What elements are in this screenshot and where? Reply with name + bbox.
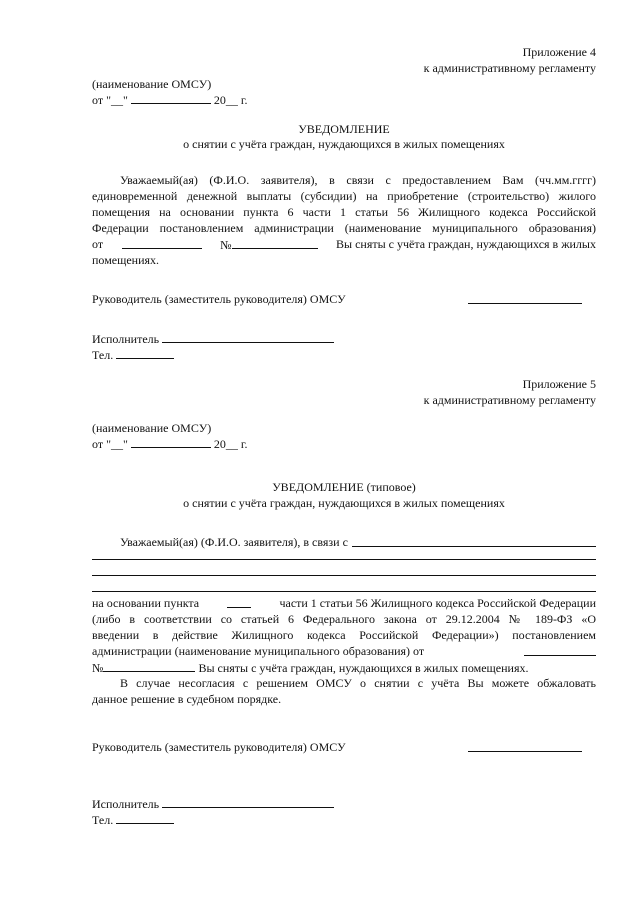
body-line: (либо в соответствии со статьей 6 Федерального закона от 29.12.2004 № 189-ФЗ «О	[92, 612, 596, 626]
date-prefix: от "__"	[92, 93, 128, 107]
notice-heading: УВЕДОМЛЕНИЕ (типовое)	[272, 480, 416, 494]
phone-label: Тел.	[92, 813, 114, 827]
reason-blank	[352, 535, 596, 547]
date-blank	[524, 644, 596, 656]
executor-label: Исполнитель	[92, 332, 160, 346]
executor-blank	[162, 796, 334, 808]
number-sign: №	[220, 238, 232, 252]
omsu-name-label: (наименование ОМСУ)	[92, 421, 212, 435]
greeting-line	[120, 535, 596, 549]
body-line-2: единовременной денежной выплаты (субсидии) на приобретение (строительство) жилого	[92, 189, 596, 203]
number-blank	[232, 237, 318, 249]
appendix-5-subtitle: к административному регламенту	[423, 393, 596, 407]
phone-line	[92, 812, 174, 827]
reason-blank-line	[92, 575, 596, 576]
date-blank	[131, 92, 211, 104]
from-label: от	[92, 237, 104, 251]
greeting-text: Уважаемый(ая) (Ф.И.О. заявителя), в связи с	[120, 535, 348, 549]
admin-line	[92, 644, 596, 658]
number-sign: №	[92, 661, 104, 675]
notice-subheading: о снятии с учёта граждан, нуждающихся в жилых помещениях	[183, 137, 505, 151]
notice-heading: УВЕДОМЛЕНИЕ	[298, 122, 390, 136]
removed-line	[92, 660, 528, 675]
removed-text: Вы сняты с учёта граждан, нуждающихся в жилых помещениях.	[198, 661, 529, 675]
date-year: 20__ г.	[213, 437, 248, 451]
basis-line	[92, 596, 596, 610]
reason-blank-line	[92, 591, 596, 592]
body-line: введении в действие Жилищного кодекса Российской Федерации») постановлением	[92, 628, 596, 642]
executor-line	[92, 331, 334, 346]
phone-label: Тел.	[92, 348, 114, 362]
basis-part-2: части 1 статьи 56 Жилищного кодекса Российской Федерации	[279, 596, 596, 610]
number-blank	[103, 660, 195, 672]
basis-part-1: на основании пункта	[92, 596, 200, 610]
removed-text: Вы сняты с учёта граждан, нуждающихся в жилых	[336, 237, 596, 251]
executor-label: Исполнитель	[92, 797, 160, 811]
body-line-4: Федерации постановлением администрации (наименование муниципального образования)	[92, 221, 596, 235]
notice-subheading: о снятии с учёта граждан, нуждающихся в жилых помещениях	[183, 496, 505, 510]
date-prefix: от "__"	[92, 437, 128, 451]
phone-line	[92, 347, 174, 362]
appeal-line-2: данное решение в судебном порядке.	[92, 692, 282, 706]
appendix-4-title: Приложение 4	[522, 45, 596, 59]
omsu-name-label: (наименование ОМСУ)	[92, 77, 212, 91]
body-line-1: Уважаемый(ая) (Ф.И.О. заявителя), в связи с предоставлением Вам (чч.мм.гггг)	[120, 173, 596, 187]
executor-line	[92, 796, 334, 811]
body-line-6: помещениях.	[92, 253, 160, 267]
signature-blank	[468, 740, 582, 752]
signature-label: Руководитель (заместитель руководителя) ОМСУ	[92, 292, 346, 306]
admin-text: администрации (наименование муниципального образования) от	[92, 644, 425, 658]
appendix-5-title: Приложение 5	[522, 377, 596, 391]
executor-blank	[162, 331, 334, 343]
body-line-5	[92, 237, 596, 252]
date-line	[92, 92, 247, 107]
appendix-4-subtitle: к административному регламенту	[423, 61, 596, 75]
point-blank	[227, 596, 251, 608]
reason-blank-line	[92, 559, 596, 560]
phone-blank	[116, 812, 174, 824]
appeal-line-1: В случае несогласия с решением ОМСУ о снятии с учёта Вы можете обжаловать	[120, 676, 596, 690]
body-line-3: помещения на основании пункта 6 части 1 статьи 56 Жилищного кодекса Российской	[92, 205, 596, 219]
date-line	[92, 436, 247, 451]
phone-blank	[116, 347, 174, 359]
signature-blank	[468, 292, 582, 304]
date-year: 20__ г.	[213, 93, 248, 107]
date-blank	[131, 436, 211, 448]
date-blank	[122, 237, 202, 249]
signature-label: Руководитель (заместитель руководителя) ОМСУ	[92, 740, 346, 754]
